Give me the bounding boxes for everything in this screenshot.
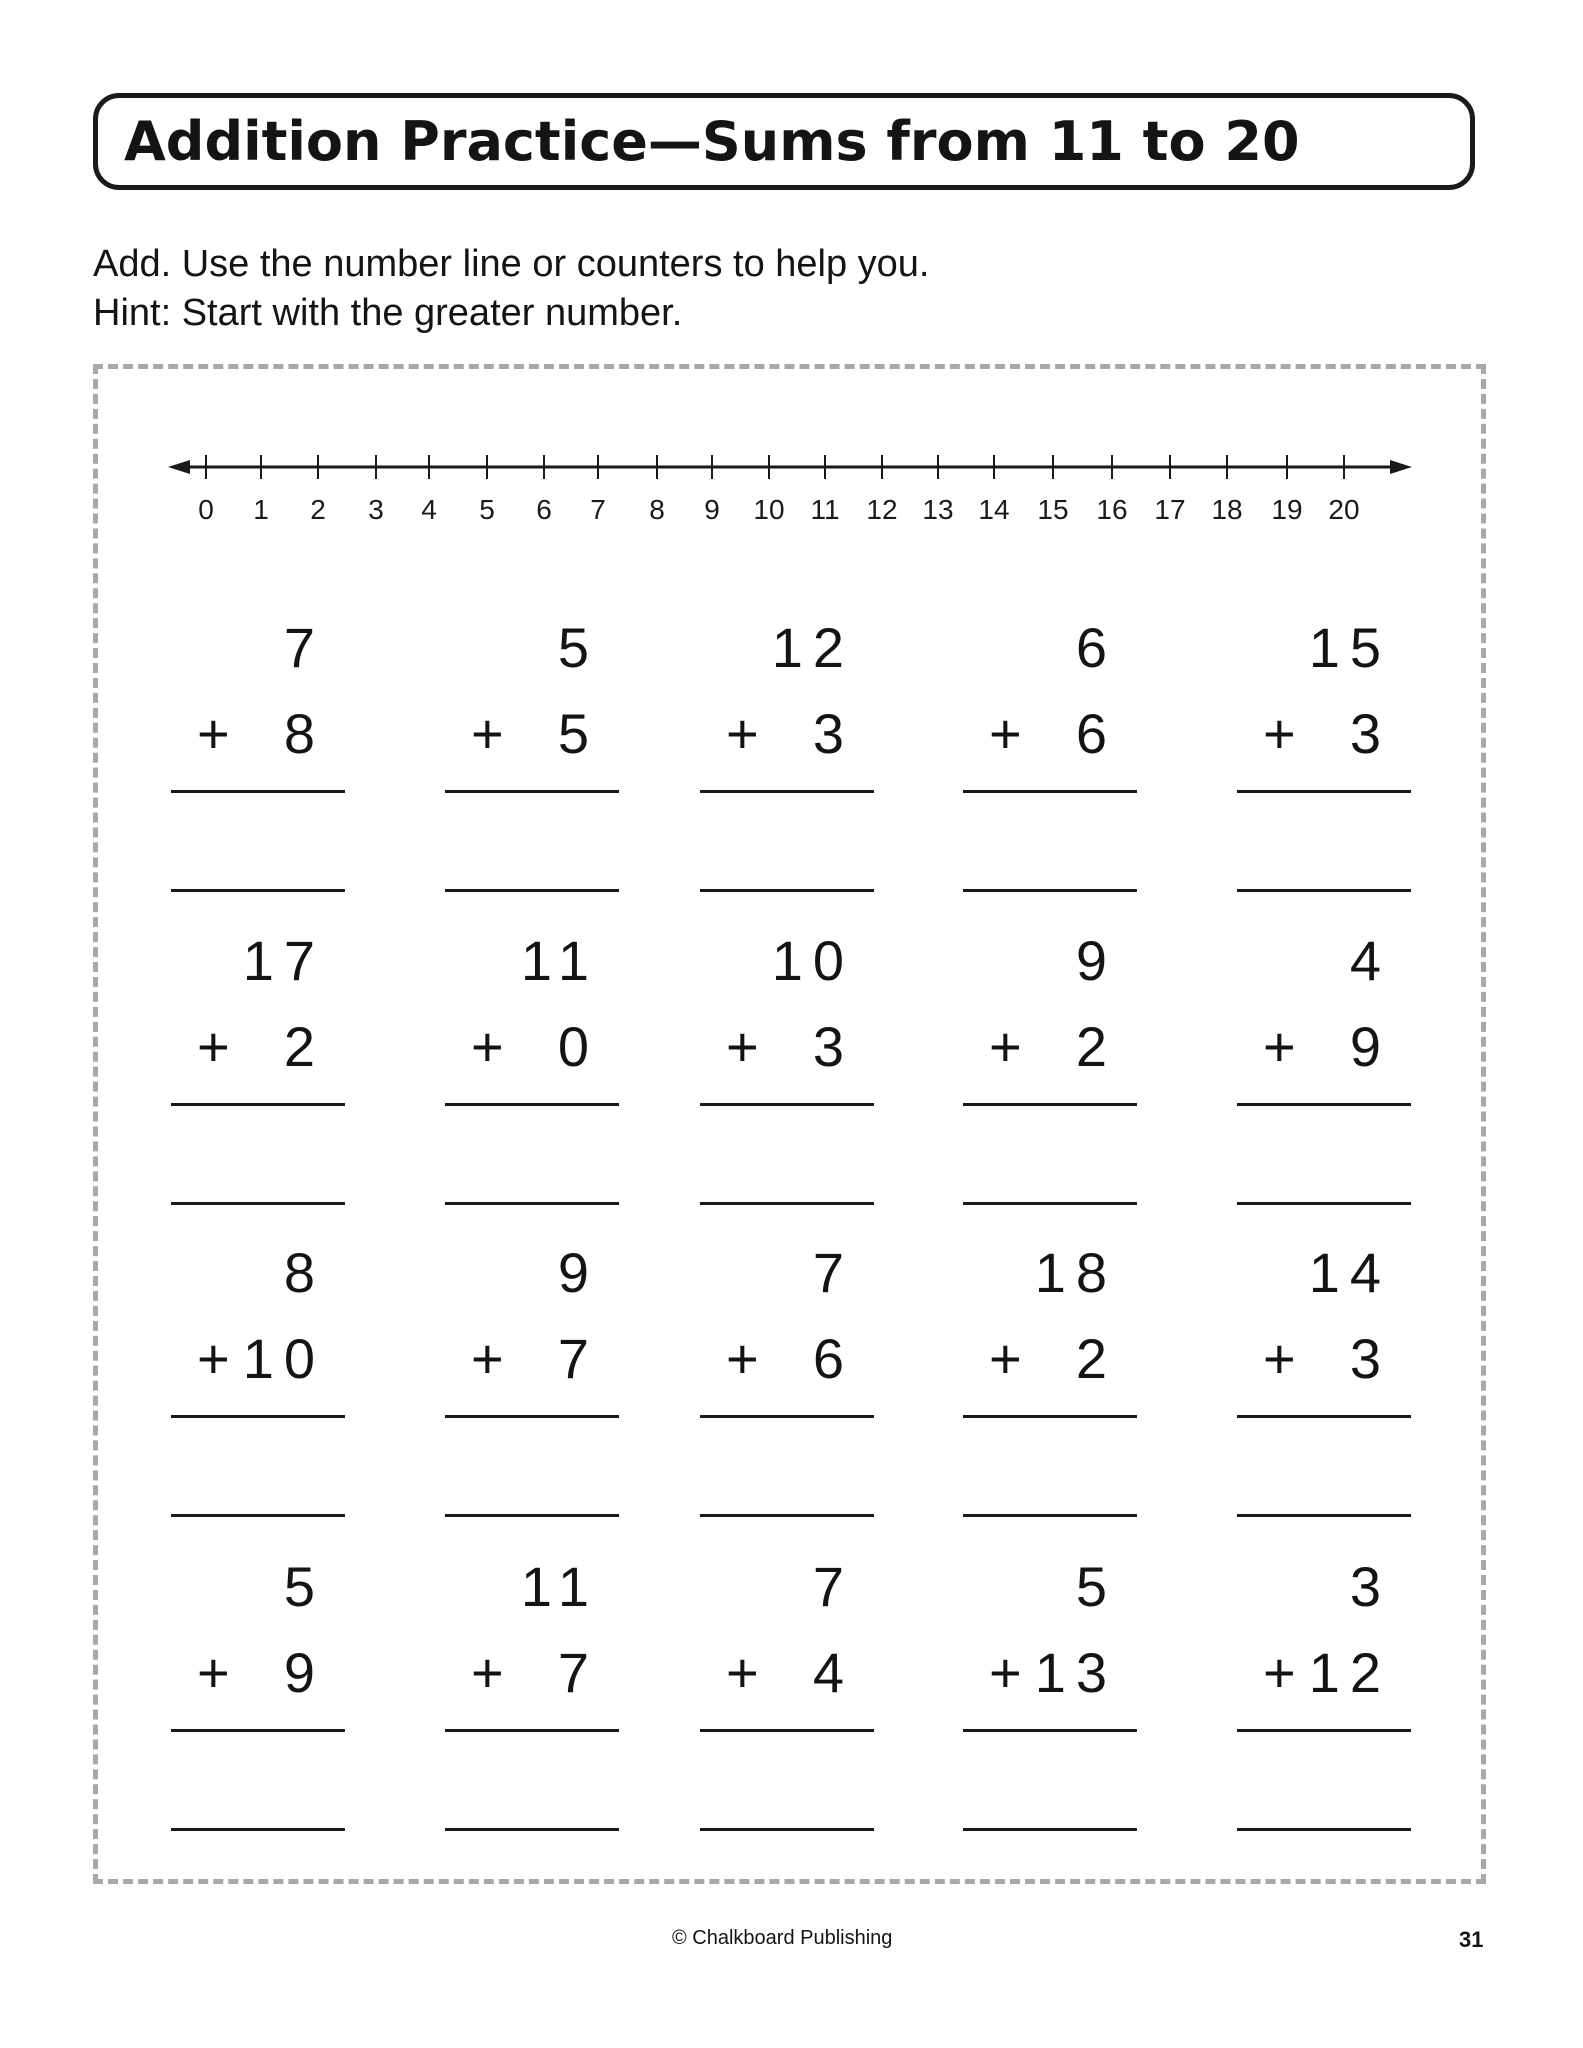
sum-rule — [963, 1729, 1137, 1732]
number-line-label: 19 — [1271, 494, 1303, 525]
sum-rule — [700, 1729, 874, 1732]
number-line-label: 13 — [922, 494, 954, 525]
answer-line[interactable] — [171, 1514, 345, 1517]
problem-bottom-number: 2 — [283, 1015, 325, 1078]
problem — [1237, 928, 1417, 1228]
plus-sign: + — [726, 1015, 759, 1078]
problem — [445, 615, 625, 915]
plus-sign: + — [197, 1327, 230, 1390]
problem-bottom-number: 6 — [1075, 702, 1117, 765]
plus-sign: + — [989, 702, 1022, 765]
problem — [700, 1240, 880, 1540]
problem-top-number: 10 — [771, 929, 854, 992]
answer-line[interactable] — [1237, 889, 1411, 892]
sum-rule — [171, 1415, 345, 1418]
sum-rule — [445, 1103, 619, 1106]
sum-rule — [700, 1103, 874, 1106]
problem — [171, 1240, 351, 1540]
answer-line[interactable] — [1237, 1202, 1411, 1205]
sum-rule — [1237, 790, 1411, 793]
number-line-label: 12 — [866, 494, 898, 525]
plus-sign: + — [989, 1015, 1022, 1078]
sum-rule — [171, 1729, 345, 1732]
problem — [700, 615, 880, 915]
number-line-label: 11 — [810, 494, 840, 525]
answer-line[interactable] — [171, 889, 345, 892]
answer-line[interactable] — [171, 1202, 345, 1205]
answer-line[interactable] — [445, 889, 619, 892]
problem-top-number: 12 — [771, 616, 854, 679]
problem-top-number: 14 — [1308, 1241, 1391, 1304]
answer-line[interactable] — [445, 1514, 619, 1517]
problem-bottom-number: 8 — [283, 702, 325, 765]
sum-rule — [1237, 1729, 1411, 1732]
number-line-label: 10 — [753, 494, 785, 525]
answer-line[interactable] — [963, 1514, 1137, 1517]
problem-bottom-number: 12 — [1308, 1641, 1391, 1704]
number-line-label: 16 — [1096, 494, 1128, 525]
problem-top-number: 7 — [812, 1241, 854, 1304]
problem — [171, 928, 351, 1228]
problem — [700, 1554, 880, 1854]
answer-line[interactable] — [700, 1514, 874, 1517]
answer-line[interactable] — [700, 889, 874, 892]
problem — [700, 928, 880, 1228]
problem-top-number: 11 — [520, 1555, 599, 1618]
instruction-line-1: Add. Use the number line or counters to help you. — [93, 243, 930, 285]
problem-top-number: 7 — [812, 1555, 854, 1618]
plus-sign: + — [1263, 1641, 1296, 1704]
problem-bottom-number: 13 — [1034, 1641, 1117, 1704]
answer-line[interactable] — [963, 1202, 1137, 1205]
problem-bottom-number: 6 — [812, 1327, 854, 1390]
number-line-label: 15 — [1037, 494, 1069, 525]
sum-rule — [700, 1415, 874, 1418]
answer-line[interactable] — [700, 1828, 874, 1831]
problem-top-number: 11 — [520, 929, 599, 992]
problem — [1237, 615, 1417, 915]
problem-top-number: 17 — [242, 929, 325, 992]
problem-bottom-number: 10 — [242, 1327, 325, 1390]
problem-bottom-number: 3 — [812, 702, 854, 765]
problem-bottom-number: 7 — [557, 1641, 599, 1704]
problem-bottom-number: 3 — [1349, 702, 1391, 765]
plus-sign: + — [989, 1641, 1022, 1704]
sum-rule — [1237, 1415, 1411, 1418]
problem — [963, 1240, 1143, 1540]
problem-top-number: 9 — [1075, 929, 1117, 992]
sum-rule — [445, 1415, 619, 1418]
plus-sign: + — [471, 702, 504, 765]
answer-line[interactable] — [445, 1828, 619, 1831]
answer-line[interactable] — [171, 1828, 345, 1831]
sum-rule — [963, 1415, 1137, 1418]
problem-bottom-number: 2 — [1075, 1015, 1117, 1078]
copyright-text: © Chalkboard Publishing — [672, 1927, 893, 1949]
problem-top-number: 15 — [1308, 616, 1391, 679]
problem-top-number: 5 — [1075, 1555, 1117, 1618]
plus-sign: + — [1263, 1015, 1296, 1078]
number-line-label: 3 — [368, 494, 384, 525]
number-line-label: 8 — [649, 494, 665, 525]
sum-rule — [700, 790, 874, 793]
plus-sign: + — [726, 1327, 759, 1390]
plus-sign: + — [1263, 1327, 1296, 1390]
plus-sign: + — [197, 1641, 230, 1704]
problem-top-number: 18 — [1034, 1241, 1117, 1304]
sum-rule — [445, 1729, 619, 1732]
problem-top-number: 8 — [283, 1241, 325, 1304]
instruction-line-2: Hint: Start with the greater number. — [93, 292, 683, 334]
problem-top-number: 6 — [1075, 616, 1117, 679]
problem — [171, 615, 351, 915]
answer-line[interactable] — [700, 1202, 874, 1205]
problem-bottom-number: 3 — [1349, 1327, 1391, 1390]
problem-top-number: 5 — [557, 616, 599, 679]
plus-sign: + — [1263, 702, 1296, 765]
problem-bottom-number: 4 — [812, 1641, 854, 1704]
problem — [963, 1554, 1143, 1854]
number-line-label: 6 — [536, 494, 552, 525]
answer-line[interactable] — [1237, 1514, 1411, 1517]
number-line-label: 2 — [310, 494, 326, 525]
plus-sign: + — [989, 1327, 1022, 1390]
number-line-label: 0 — [198, 494, 214, 525]
problem-top-number: 5 — [283, 1555, 325, 1618]
number-line-label: 18 — [1211, 494, 1243, 525]
problem-bottom-number: 0 — [557, 1015, 599, 1078]
plus-sign: + — [726, 1641, 759, 1704]
answer-line[interactable] — [963, 1828, 1137, 1831]
problem-bottom-number: 5 — [557, 702, 599, 765]
number-line-label: 20 — [1328, 494, 1360, 525]
problem-top-number: 3 — [1349, 1555, 1391, 1618]
plus-sign: + — [197, 1015, 230, 1078]
problem — [963, 615, 1143, 915]
number-line-label: 14 — [978, 494, 1010, 525]
problem — [1237, 1554, 1417, 1854]
number-line-label: 4 — [421, 494, 437, 525]
problem — [445, 1554, 625, 1854]
problem-bottom-number: 9 — [283, 1641, 325, 1704]
sum-rule — [963, 790, 1137, 793]
problem-bottom-number: 9 — [1349, 1015, 1391, 1078]
page-title: Addition Practice—Sums from 11 to 20 — [124, 110, 1300, 173]
title-box — [93, 93, 1475, 190]
number-line-label: 1 — [253, 494, 269, 525]
answer-line[interactable] — [1237, 1828, 1411, 1831]
problem-bottom-number: 7 — [557, 1327, 599, 1390]
problem — [445, 928, 625, 1228]
number-line-label: 5 — [479, 494, 495, 525]
plus-sign: + — [471, 1327, 504, 1390]
answer-line[interactable] — [445, 1202, 619, 1205]
answer-line[interactable] — [963, 889, 1137, 892]
problem — [171, 1554, 351, 1854]
problem-bottom-number: 3 — [812, 1015, 854, 1078]
problem-top-number: 4 — [1349, 929, 1391, 992]
sum-rule — [171, 1103, 345, 1106]
problem-bottom-number: 2 — [1075, 1327, 1117, 1390]
problem — [445, 1240, 625, 1540]
problem — [963, 928, 1143, 1228]
sum-rule — [1237, 1103, 1411, 1106]
sum-rule — [445, 790, 619, 793]
number-line-label: 9 — [704, 494, 720, 525]
plus-sign: + — [471, 1015, 504, 1078]
problem-top-number: 9 — [557, 1241, 599, 1304]
number-line-label: 17 — [1154, 494, 1186, 525]
page-number: 31 — [1459, 1927, 1484, 1952]
problem-top-number: 7 — [283, 616, 325, 679]
plus-sign: + — [471, 1641, 504, 1704]
plus-sign: + — [726, 702, 759, 765]
sum-rule — [963, 1103, 1137, 1106]
problem — [1237, 1240, 1417, 1540]
number-line-label: 7 — [590, 494, 606, 525]
plus-sign: + — [197, 702, 230, 765]
sum-rule — [171, 790, 345, 793]
